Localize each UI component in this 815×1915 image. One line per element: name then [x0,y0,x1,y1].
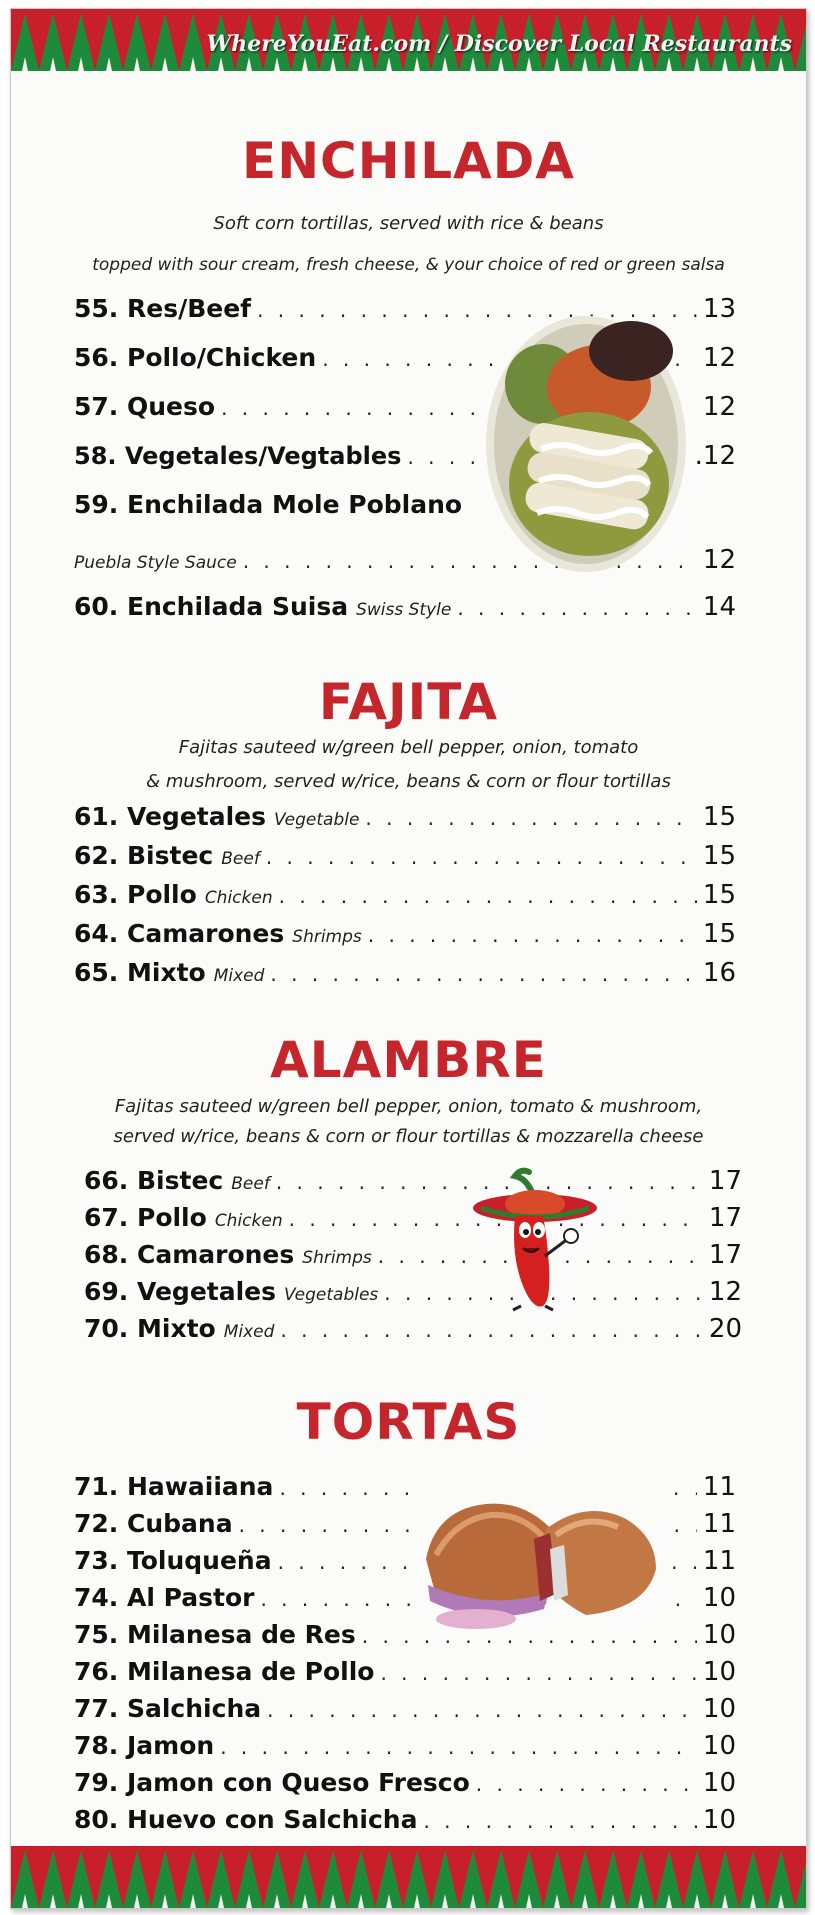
item-subtitle: Chicken [204,888,273,908]
item-subtitle: Vegetables [284,1285,379,1305]
item-name: 67. Pollo [84,1203,207,1232]
item-price: 11 [702,1472,736,1502]
item-name: 70. Mixto [84,1314,216,1343]
item-name: 72. Cubana [74,1509,233,1538]
leader-dots [280,1318,703,1342]
menu-item [74,1657,736,1693]
item-subtitle: Shrimps [302,1248,372,1268]
menu-item [84,1240,742,1276]
section-desc-fajita-2: & mushroom, served w/rice, beans & corn or flour tortillas [146,771,671,792]
item-price: 11 [702,1546,736,1576]
leader-dots [270,962,697,986]
leader-dots [368,923,697,947]
item-subtitle: Beef [221,849,260,869]
section-title-tortas: TORTAS [296,1393,521,1451]
item-price: 12 [702,343,736,373]
item-name: 60. Enchilada Suisa [74,592,349,621]
item-name: 59. Enchilada Mole Poblano [74,490,463,519]
item-subtitle: Chicken [214,1211,283,1231]
item-price: 10 [702,1768,736,1798]
section-desc-enchilada-1: Soft corn tortillas, served with rice & beans [213,213,604,234]
bottom-zigzag-band [11,1846,806,1908]
item-name: 68. Camarones [84,1240,295,1269]
leader-dots [457,596,697,620]
item-name: 57. Queso [74,392,216,421]
item-name: 58. Vegetales/Vegtables [74,442,402,470]
item-name: 75. Milanesa de Res [74,1620,356,1649]
item-price: 12 [702,545,736,575]
torta-sandwich-illustration [416,1489,666,1639]
item-name: 71. Hawaiiana [74,1472,274,1501]
item-name: 76. Milanesa de Pollo [74,1657,375,1686]
menu-item [84,1203,742,1239]
item-name: 73. Toluqueña [74,1546,272,1575]
leader-dots [476,1772,697,1796]
item-price: .12 [694,441,736,471]
item-subtitle: Shrimps [292,927,362,947]
item-price: 15 [702,802,736,832]
item-price: 10 [702,1805,736,1835]
item-name: 62. Bistec [74,841,214,870]
item-subtitle: Puebla Style Sauce [74,553,237,573]
section-desc-enchilada-2: topped with sour cream, fresh cheese, & your choice of red or green salsa [92,255,725,275]
item-name: 61. Vegetales [74,802,267,831]
item-price: 10 [702,1731,736,1761]
enchilada-plate-illustration [481,309,691,579]
menu-item [74,841,736,877]
menu-item [84,1314,742,1350]
menu-item [74,802,736,838]
leader-dots [423,1809,696,1833]
leader-dots [220,1735,697,1759]
item-price: 15 [702,841,736,871]
item-subtitle: Beef [231,1174,270,1194]
item-subtitle: Mixed [223,1322,275,1342]
leader-dots [279,884,697,908]
section-title-fajita: FAJITA [318,673,499,731]
item-subtitle: Swiss Style [356,600,452,620]
item-name: 79. Jamon con Queso Fresco [74,1768,470,1797]
leader-dots [380,1661,696,1685]
item-name: 65. Mixto [74,958,206,987]
item-name: 64. Camarones [74,919,285,948]
item-price: 11 [702,1509,736,1539]
item-name: 78. Jamon [74,1731,215,1760]
item-price: 10 [702,1583,736,1613]
item-price: 17 [708,1240,742,1270]
item-name: 56. Pollo/Chicken [74,343,317,372]
item-price: 15 [702,880,736,910]
item-price: 10 [702,1620,736,1650]
item-price: 16 [702,958,736,988]
menu-item [74,1694,736,1730]
leader-dots [365,806,696,830]
menu-item [74,1768,736,1804]
leader-dots [266,845,697,869]
item-name: 74. Al Pastor [74,1583,255,1612]
item-price: 13 [702,294,736,324]
item-name: 55. Res/Beef [74,294,252,323]
menu-item [74,880,736,916]
item-name: 77. Salchicha [74,1694,262,1723]
item-subtitle: Mixed [213,966,265,986]
item-subtitle: Vegetable [274,810,360,830]
leader-dots [267,1698,697,1722]
item-price: 10 [702,1694,736,1724]
item-price: 15 [702,919,736,949]
item-price: 12 [702,392,736,422]
item-price: 17 [708,1203,742,1233]
section-desc-alambre-2: served w/rice, beans & corn or flour tortillas & mozzarella cheese [113,1126,704,1147]
menu-item [84,1166,742,1202]
menu-item [74,592,736,628]
menu-page [10,8,807,1909]
item-price: 12 [708,1277,742,1307]
item-price: 14 [702,592,736,622]
menu-item [84,1277,742,1313]
item-name: 69. Vegetales [84,1277,277,1306]
item-name: 66. Bistec [84,1166,224,1195]
section-title-alambre: ALAMBRE [270,1031,547,1089]
section-desc-fajita-1: Fajitas sauteed w/green bell pepper, onion, tomato [178,737,639,758]
item-name: 80. Huevo con Salchicha [74,1805,418,1834]
menu-item [74,1731,736,1767]
item-price: 17 [708,1166,742,1196]
menu-item [74,1805,736,1841]
item-price: 10 [702,1657,736,1687]
menu-item [74,919,736,955]
item-name: 63. Pollo [74,880,197,909]
section-desc-alambre-1: Fajitas sauteed w/green bell pepper, onion, tomato & mushroom, [114,1096,703,1117]
watermark-text: WhereYouEat.com / Discover Local Restaurants [206,31,792,57]
menu-item [74,958,736,994]
chili-pepper-mascot-illustration [471,1164,601,1314]
section-title-enchilada: ENCHILADA [242,132,575,190]
item-price: 20 [708,1314,742,1344]
